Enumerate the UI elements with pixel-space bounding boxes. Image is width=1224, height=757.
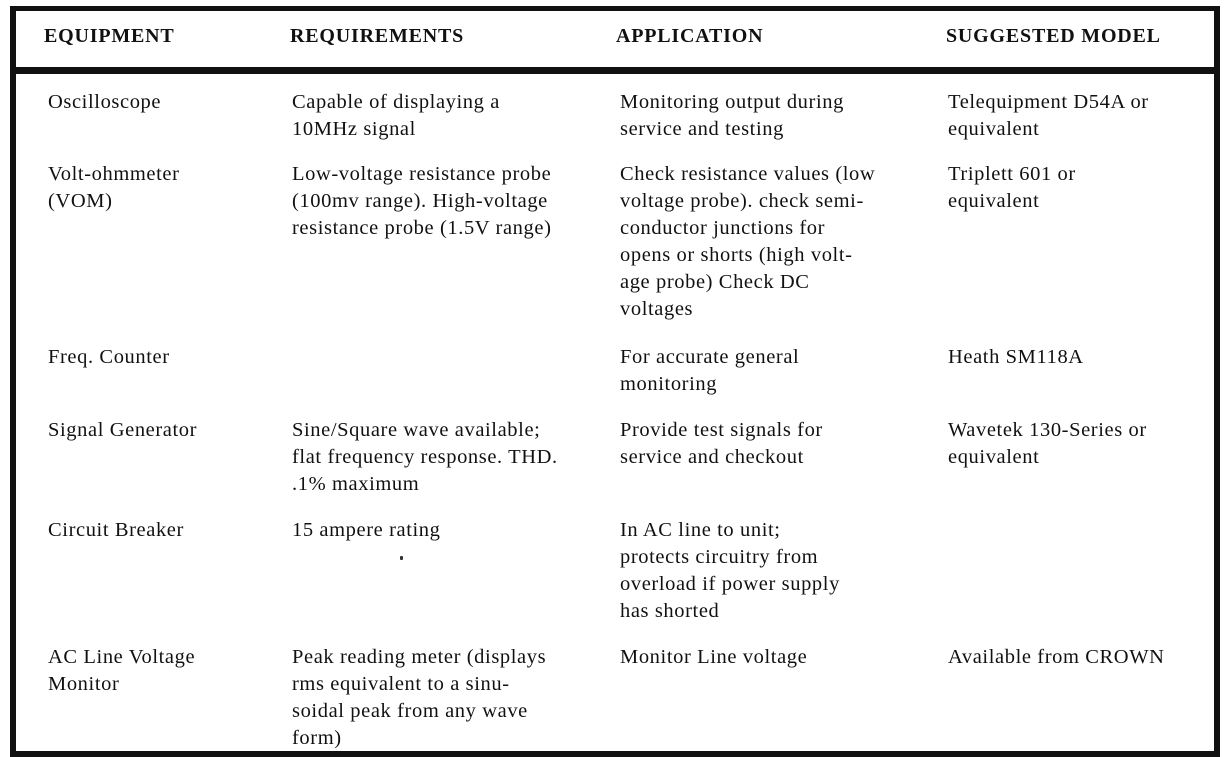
cell-application: Check resistance values (low voltage probe). check semi- conductor junctions for opens or shorts (high volt- age probe) Check DC voltages <box>620 163 876 320</box>
cell-equipment: Volt-ohmmeter (VOM) <box>48 163 180 212</box>
table-header <box>16 11 1214 74</box>
header-equipment: EQUIPMENT <box>44 25 175 47</box>
cell-model: Available from CROWN <box>948 646 1165 668</box>
cell-model: Triplett 601 or equivalent <box>948 163 1076 212</box>
scan-speck <box>400 556 403 560</box>
cell-requirements: Peak reading meter (displays rms equivalent to a sinu- soidal peak from any wave form) <box>292 646 547 749</box>
equipment-table <box>10 6 1220 757</box>
header-application: APPLICATION <box>616 25 764 47</box>
cell-application: For accurate general monitoring <box>620 346 800 395</box>
cell-application: Provide test signals for service and checkout <box>620 419 823 468</box>
cell-requirements: 15 ampere rating <box>292 519 441 541</box>
cell-equipment: AC Line Voltage Monitor <box>48 646 196 695</box>
cell-application: Monitoring output during service and testing <box>620 91 844 140</box>
cell-model: Wavetek 130-Series or equivalent <box>948 419 1147 468</box>
header-requirements: REQUIREMENTS <box>290 25 465 47</box>
cell-application: Monitor Line voltage <box>620 646 808 668</box>
cell-application: In AC line to unit; protects circuitry from overload if power supply has shorted <box>620 519 840 622</box>
cell-model: Telequipment D54A or equivalent <box>948 91 1149 140</box>
cell-equipment: Oscilloscope <box>48 91 162 113</box>
header-suggested-model: SUGGESTED MODEL <box>946 25 1161 47</box>
cell-equipment: Signal Generator <box>48 419 198 441</box>
cell-requirements: Sine/Square wave available; flat frequency response. THD. .1% maximum <box>292 419 558 495</box>
cell-equipment: Circuit Breaker <box>48 519 184 541</box>
cell-equipment: Freq. Counter <box>48 346 170 368</box>
cell-requirements: Capable of displaying a 10MHz signal <box>292 91 500 140</box>
cell-model: Heath SM118A <box>948 346 1084 368</box>
cell-requirements: Low-voltage resistance probe (100mv range). High-voltage resistance probe (1.5V range) <box>292 163 552 239</box>
